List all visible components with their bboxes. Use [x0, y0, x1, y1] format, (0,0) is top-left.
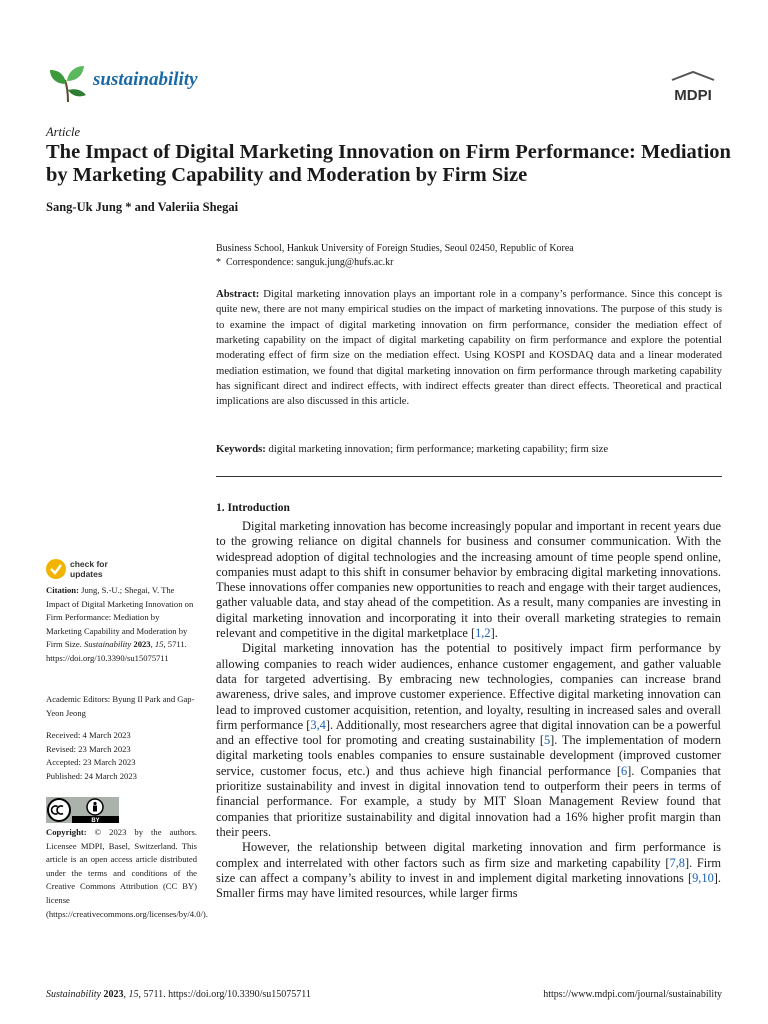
academic-editors: Academic Editors: Byung Il Park and Gap-Yeon Jeong	[46, 694, 195, 718]
correspondence	[216, 256, 574, 270]
journal-name: sustainability	[93, 69, 198, 90]
accepted-date: Accepted: 23 March 2023	[46, 757, 136, 768]
published-date: Published: 24 March 2023	[46, 770, 137, 781]
correspondence-marker: *	[216, 256, 221, 268]
body-text	[216, 519, 721, 901]
article-title: The Impact of Digital Marketing Innovation on Firm Performance: Mediation by Marketing Capability and Moderation by Firm Size	[46, 141, 731, 186]
citation-link[interactable]: 7,8	[669, 855, 686, 870]
paragraph-text: ]. Firm size can affect a company’s ability to invest in and implement digital marketing innovations [	[216, 855, 721, 885]
footer-journal: Sustainability	[46, 989, 101, 1000]
cc-by-label: BY	[91, 818, 100, 823]
footer-citation: Sustainability 2023, 15, 5711. https://doi.org/10.3390/su15075711	[46, 989, 311, 1000]
paragraph	[216, 840, 721, 901]
footer-journal-url[interactable]: https://www.mdpi.com/journal/sustainability	[543, 989, 722, 1000]
paragraph	[216, 641, 721, 840]
citation-volume: 15	[154, 639, 164, 650]
copyright-text: © 2023 by the authors. Licensee MDPI, Basel, Switzerland. This article is an open access article distributed under the terms and conditions of the Creative Commons Attribution (CC BY) license (https://creativecommons.org/licenses/by/4.0/).	[46, 827, 208, 919]
citation-link[interactable]: 3,4	[310, 717, 326, 732]
keywords-label: Keywords:	[216, 443, 266, 455]
paragraph-text: However, the relationship between digital marketing innovation and firm performance is complex and interrelated with other factors such as firm size and marketing capability [	[216, 840, 721, 870]
leaf-logo-icon	[46, 62, 90, 106]
citation-doi[interactable]: , 5711. https://doi.org/10.3390/su15075711	[46, 639, 187, 663]
citation-journal: Sustainability	[83, 639, 132, 650]
citation-link[interactable]: 9,10	[692, 870, 714, 885]
paragraph-text: ]. The implementation of modern digital marketing tools enables companies to ensure sustainable development (improved customer service, customer focus, etc.) and thus achieve high financial performance [	[216, 733, 722, 778]
affiliation-block	[216, 242, 574, 269]
citation-link[interactable]: 1,2	[475, 626, 491, 641]
abstract-label: Abstract:	[216, 288, 260, 300]
abstract-text: Digital marketing innovation plays an important role in a company’s performance. Since this concept is quite new, there are not many empirical studies on the impact of marketing innovations. The purpose of this study is to examine the impact of digital marketing innovation on firm performance, consider the mediation effect of marketing capability on the impact of digital marketing capability on firm performance and explore the potential moderating effect of firm size on the mediation effect. Using KOSPI and KOSDAQ data and a linear moderated mediation estimation, we found that digital marketing innovation on firm performance through marketing capability has significant direct and indirect effects, with indirect effects greater than direct effects. Theoretical and practical implications are also discussed in this article.	[216, 288, 723, 408]
revised-date: Revised: 23 March 2023	[46, 743, 131, 754]
publisher-name: MDPI	[674, 87, 712, 104]
paragraph-text: ]. Additionally, most researchers agree that digital innovation can be a powerful and an effective tool for promoting and creating sustainability [	[216, 717, 721, 748]
citation-link[interactable]: 5	[543, 733, 551, 748]
section-heading: 1. Introduction	[216, 502, 290, 514]
paragraph-text: ].	[490, 626, 498, 641]
affiliation: Business School, Hankuk University of Foreign Studies, Seoul 02450, Republic of Korea	[216, 243, 574, 254]
author-list: Sang-Uk Jung * and Valeriia Shegai	[46, 200, 239, 214]
article-dates	[46, 729, 196, 783]
paragraph	[216, 519, 721, 641]
check-updates-line2: updates	[70, 569, 103, 579]
cc-by-license-badge[interactable]	[46, 797, 119, 823]
citation-text: Jung, S.-U.; Shegai, V. The Impact of Digital Marketing Innovation on Firm Performance: Mediation by Marketing Capability and Moderation by Firm Size.	[46, 585, 194, 650]
abstract	[216, 287, 722, 410]
footer-volume: 15	[128, 989, 139, 1000]
mdpi-logo-icon	[664, 70, 722, 106]
citation-block: Citation: Jung, S.-U.; Shegai, V. The Impact of Digital Marketing Innovation on Firm Performance: Mediation by Marketing Capability and Moderation by Firm Size. Sustainability 2023, 15, 5711. https://doi.org/10.3390/su15075711	[46, 585, 194, 663]
check-updates-line1: check for	[70, 559, 108, 569]
keywords	[216, 442, 722, 457]
check-for-updates-button[interactable]	[46, 557, 136, 581]
paragraph-text: Digital marketing innovation has the potential to positively impact firm performance by allowing companies to reach wider audiences, enhance customer engagement, and gather valuable data for targeted advertising. By embracing new technologies, companies can increase brand awareness, drive sales, and improve customer experience. Effective digital marketing innovation can lead to improved customer acquisition, retention, and loyalty, resulting in increased sales and overall firm performance [	[216, 641, 721, 732]
received-date: Received: 4 March 2023	[46, 730, 131, 740]
paragraph-text: ]. Smaller firms may have limited resources, while larger firms	[216, 870, 721, 901]
citation-year: 2023	[133, 639, 151, 650]
section-divider	[216, 476, 722, 477]
article-type: Article	[46, 125, 81, 139]
citation-label: Citation:	[46, 585, 79, 595]
citation-link[interactable]: 6	[620, 763, 628, 778]
correspondence-email[interactable]: Correspondence: sanguk.jung@hufs.ac.kr	[226, 256, 394, 268]
check-icon	[46, 559, 66, 579]
keywords-text: digital marketing innovation; firm performance; marketing capability; firm size	[268, 443, 609, 455]
paragraph-text: ]. Companies that prioritize sustainability and invest in digital innovation tend to outperform their peers in terms of financial performance. For example, a study by MIT Sloan Management Review found that companies that prioritize sustainability and digital innovation had a 16% higher profit margin than their peers.	[216, 763, 721, 839]
copyright-notice	[46, 826, 208, 921]
footer-doi[interactable]: , 5711. https://doi.org/10.3390/su15075711	[138, 989, 311, 1000]
footer-year: 2023	[103, 989, 124, 1000]
copyright-label: Copyright:	[46, 827, 87, 837]
paragraph-text: Digital marketing innovation has become increasingly popular and important in recent years due to the growing reliance on digital channels for business and consumer communication. With the widespread adoption of digital technologies and the increasing amount of time people spend online, companies must adapt to this shift in consumer behavior by embracing digital marketing innovations. These innovations offer companies new opportunities to reach and engage with their target audiences, gather valuable data, and stay ahead of the competition. As a result, many companies are investing in digital marketing innovation and incorporating it into their overall marketing strategies to remain relevant and competitive in the digital marketplace [	[216, 519, 721, 641]
